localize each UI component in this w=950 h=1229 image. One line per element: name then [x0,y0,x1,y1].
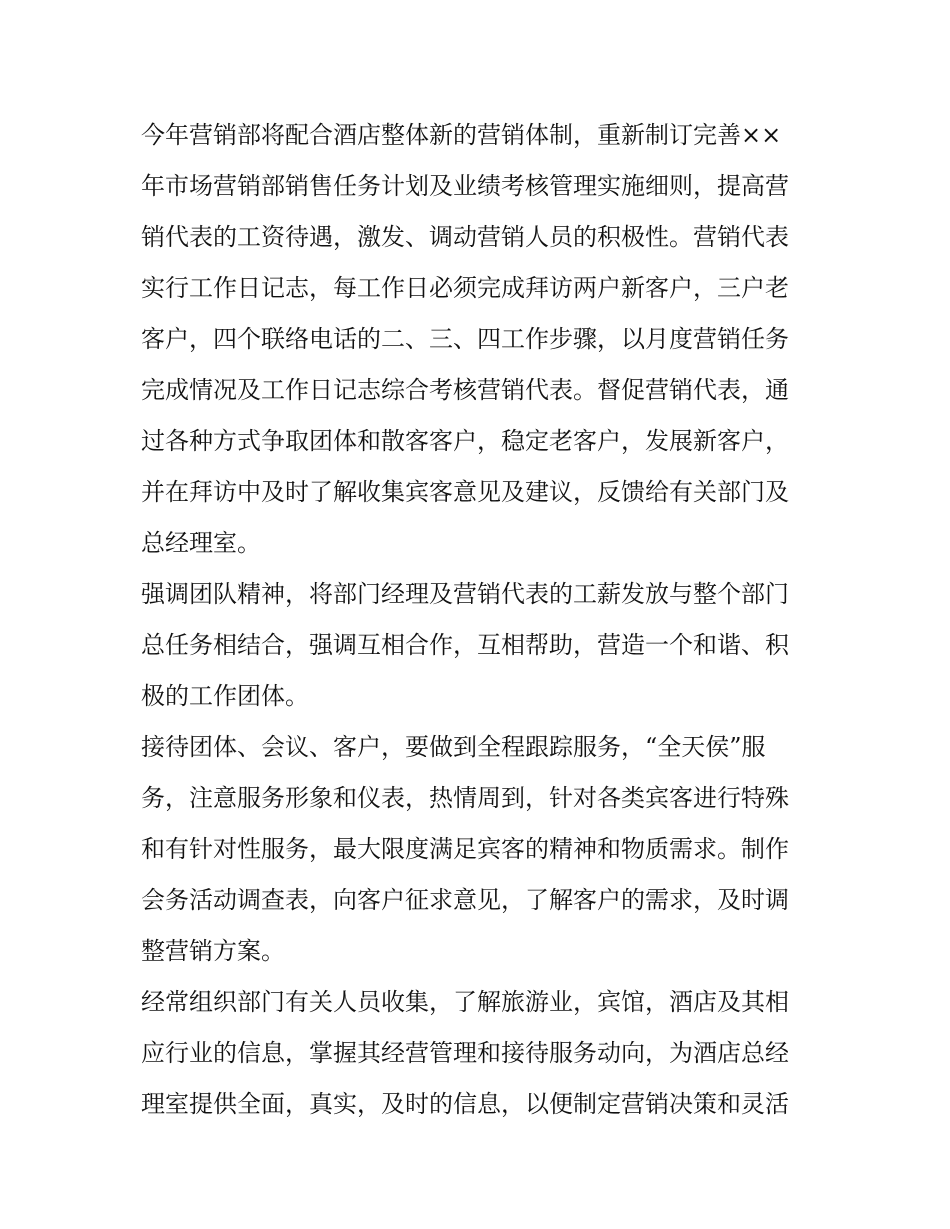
text-line: 应行业的信息，掌握其经营管理和接待服务动向，为酒店总经 [141,1039,789,1067]
text-line: 年市场营销部销售任务计划及业绩考核管理实施细则，提高营 [141,172,789,200]
text-line: 总任务相结合，强调互相合作，互相帮助，营造一个和谐、积 [141,631,789,659]
text-line: 接待团体、会议、客户，要做到全程跟踪服务，“全天侯”服 [141,733,766,761]
text-line: 整营销方案。 [141,937,285,965]
text-line: 完成情况及工作日记志综合考核营销代表。督促营销代表，通 [141,376,789,404]
text-line: 经常组织部门有关人员收集，了解旅游业，宾馆，酒店及其相 [141,988,789,1016]
text-line: 过各种方式争取团体和散客客户，稳定老客户，发展新客户， [141,427,789,455]
text-line: 客户，四个联络电话的二、三、四工作步骤，以月度营销任务 [141,325,789,353]
text-line: 强调团队精神，将部门经理及营销代表的工薪发放与整个部门 [141,580,789,608]
text-line: 实行工作日记志，每工作日必须完成拜访两户新客户，三户老 [141,274,789,302]
document-body [141,110,813,1130]
text-line: 今年营销部将配合酒店整体新的营销体制，重新制订完善×× [141,121,782,149]
paragraph-3 [141,722,813,977]
text-line: 极的工作团体。 [141,682,309,710]
paragraph-1 [141,110,813,569]
paragraph-4 [141,977,813,1130]
text-line: 销代表的工资待遇，激发、调动营销人员的积极性。营销代表 [141,223,789,251]
paragraph-2 [141,569,813,722]
text-line: 务，注意服务形象和仪表，热情周到，针对各类宾客进行特殊 [141,784,789,812]
text-line: 并在拜访中及时了解收集宾客意见及建议，反馈给有关部门及 [141,478,789,506]
text-line: 和有针对性服务，最大限度满足宾客的精神和物质需求。制作 [141,835,789,863]
text-line: 理室提供全面，真实，及时的信息，以便制定营销决策和灵活 [141,1090,789,1118]
text-line: 会务活动调查表，向客户征求意见，了解客户的需求，及时调 [141,886,789,914]
text-line: 总经理室。 [141,529,261,557]
